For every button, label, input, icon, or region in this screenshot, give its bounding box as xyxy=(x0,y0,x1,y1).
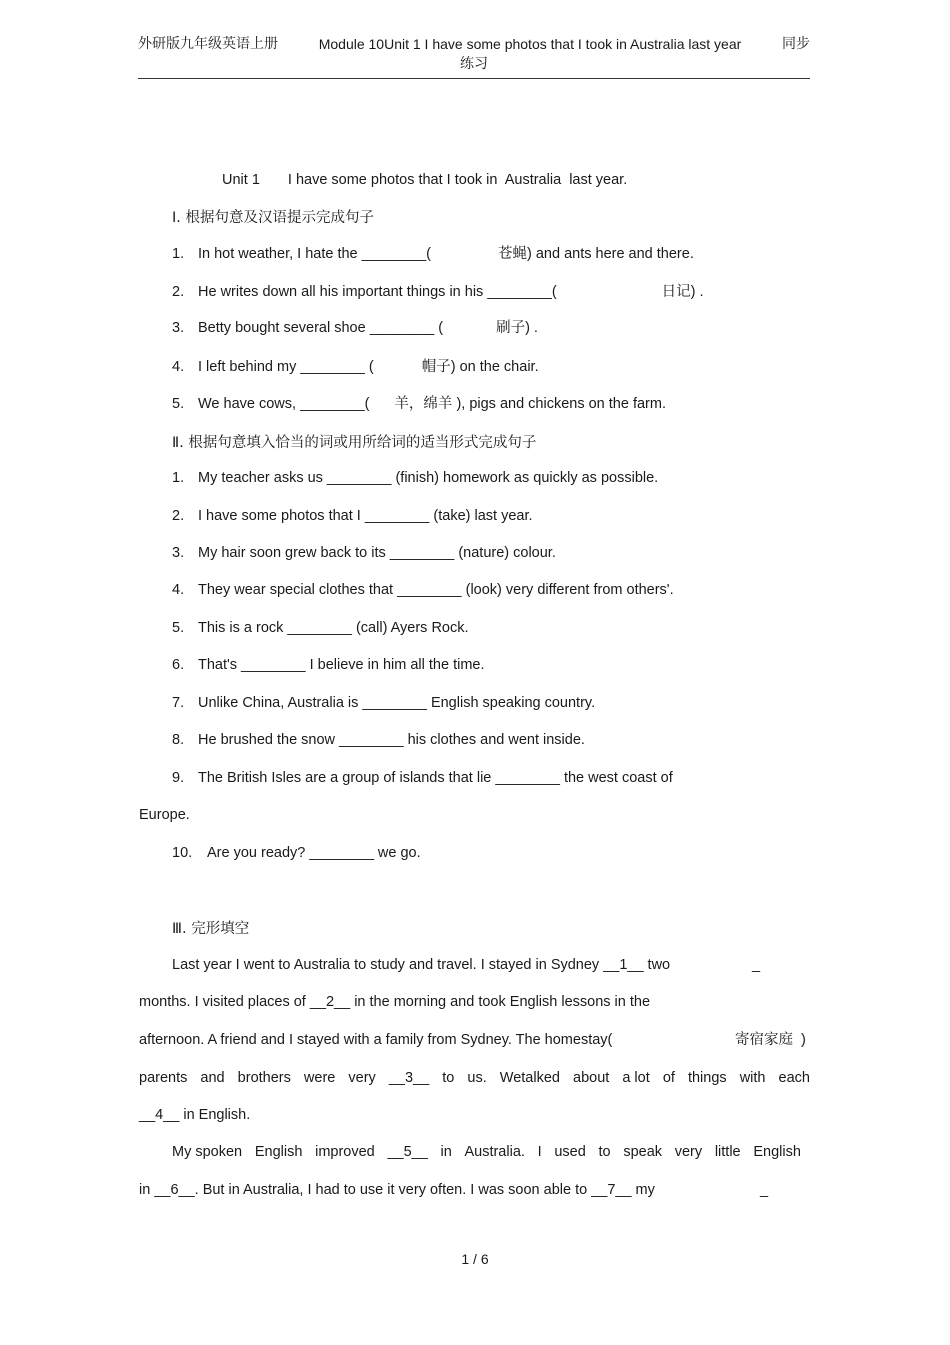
s2-item-6: 6. That's ________ I believe in him all the time. xyxy=(172,657,485,673)
unit-label: Unit 1 xyxy=(222,172,260,188)
s2-item-5: 5. This is a rock ________ (call) Ayers Rock. xyxy=(172,620,469,636)
s2-item-2: 2. I have some photos that I ________ (take) last year. xyxy=(172,508,533,524)
s2-item-1: 1. My teacher asks us ________ (finish) homework as quickly as possible. xyxy=(172,470,659,486)
cloze-line-1-mark: _ xyxy=(752,957,761,973)
section3-heading: Ⅲ. 完形填空 xyxy=(172,921,250,937)
cloze-line-2: months. I visited places of __2__ in the morning and took English lessons in the xyxy=(139,994,651,1010)
header-left: 外研版九年级英语上册 xyxy=(138,36,278,52)
s1-item-2: 2. He writes down all his important things in his ________( 日记) . xyxy=(172,284,704,300)
header-center: Module 10Unit 1 I have some photos that I took in Australia last year xyxy=(318,36,742,52)
s2-item-8: 8. He brushed the snow ________ his clothes and went inside. xyxy=(172,732,585,748)
page-header xyxy=(138,34,810,74)
s1-item-1: 1. In hot weather, I hate the ________( 苍蝇) and ants here and there. xyxy=(172,246,694,262)
s1-item-4: 4. I left behind my ________ ( 帽子) on the chair. xyxy=(172,359,539,375)
s1-item-5: 5. We have cows, ________( 羊，绵羊 ), pigs and chickens on the farm. xyxy=(172,396,666,412)
header-line2: 练习 xyxy=(460,56,488,72)
header-divider xyxy=(138,78,810,79)
s2-item-3: 3. My hair soon grew back to its ________ (nature) colour. xyxy=(172,545,556,561)
cloze-line-1: Last year I went to Australia to study and travel. I stayed in Sydney __1__ two xyxy=(172,957,671,973)
s2-item-7: 7. Unlike China, Australia is ________ English speaking country. xyxy=(172,695,596,711)
unit-title xyxy=(222,170,627,190)
cloze-line-7-mark: _ xyxy=(760,1182,769,1198)
cloze-line-3: afternoon. A friend and I stayed with a family from Sydney. The homestay( xyxy=(139,1032,613,1048)
s2-item-4: 4. They wear special clothes that ________ (look) very different from others'. xyxy=(172,582,674,598)
unit-title-text: I have some photos that I took in Australia last year. xyxy=(287,172,628,188)
s2-item-9-cont: Europe. xyxy=(139,807,190,823)
page-number: 1 / 6 xyxy=(461,1251,489,1267)
section1-heading: Ⅰ. 根据句意及汉语提示完成句子 xyxy=(172,210,374,226)
section2-heading: Ⅱ. 根据句意填入恰当的词或用所给词的适当形式完成句子 xyxy=(172,435,537,451)
s1-item-3: 3. Betty bought several shoe ________ ( 刷子) . xyxy=(172,320,538,336)
header-right: 同步 xyxy=(781,36,810,52)
cloze-line-6: My spoken English improved __5__ in Australia. I used to speak very little English xyxy=(172,1144,801,1160)
cloze-line-3-hint: 寄宿家庭 xyxy=(735,1032,793,1048)
s2-item-10: 10. Are you ready? ________ we go. xyxy=(172,845,421,861)
cloze-line-4: parents and brothers were very __3__ to us. Wetalked about a lot of things with each xyxy=(139,1070,810,1086)
s2-item-9: 9. The British Isles are a group of islands that lie ________ the west coast of xyxy=(172,770,673,786)
cloze-line-7: in __6__. But in Australia, I had to use it very often. I was soon able to __7__ my xyxy=(139,1182,655,1198)
cloze-line-5: __4__ in English. xyxy=(139,1107,251,1123)
cloze-line-3-end: ) xyxy=(801,1032,806,1048)
